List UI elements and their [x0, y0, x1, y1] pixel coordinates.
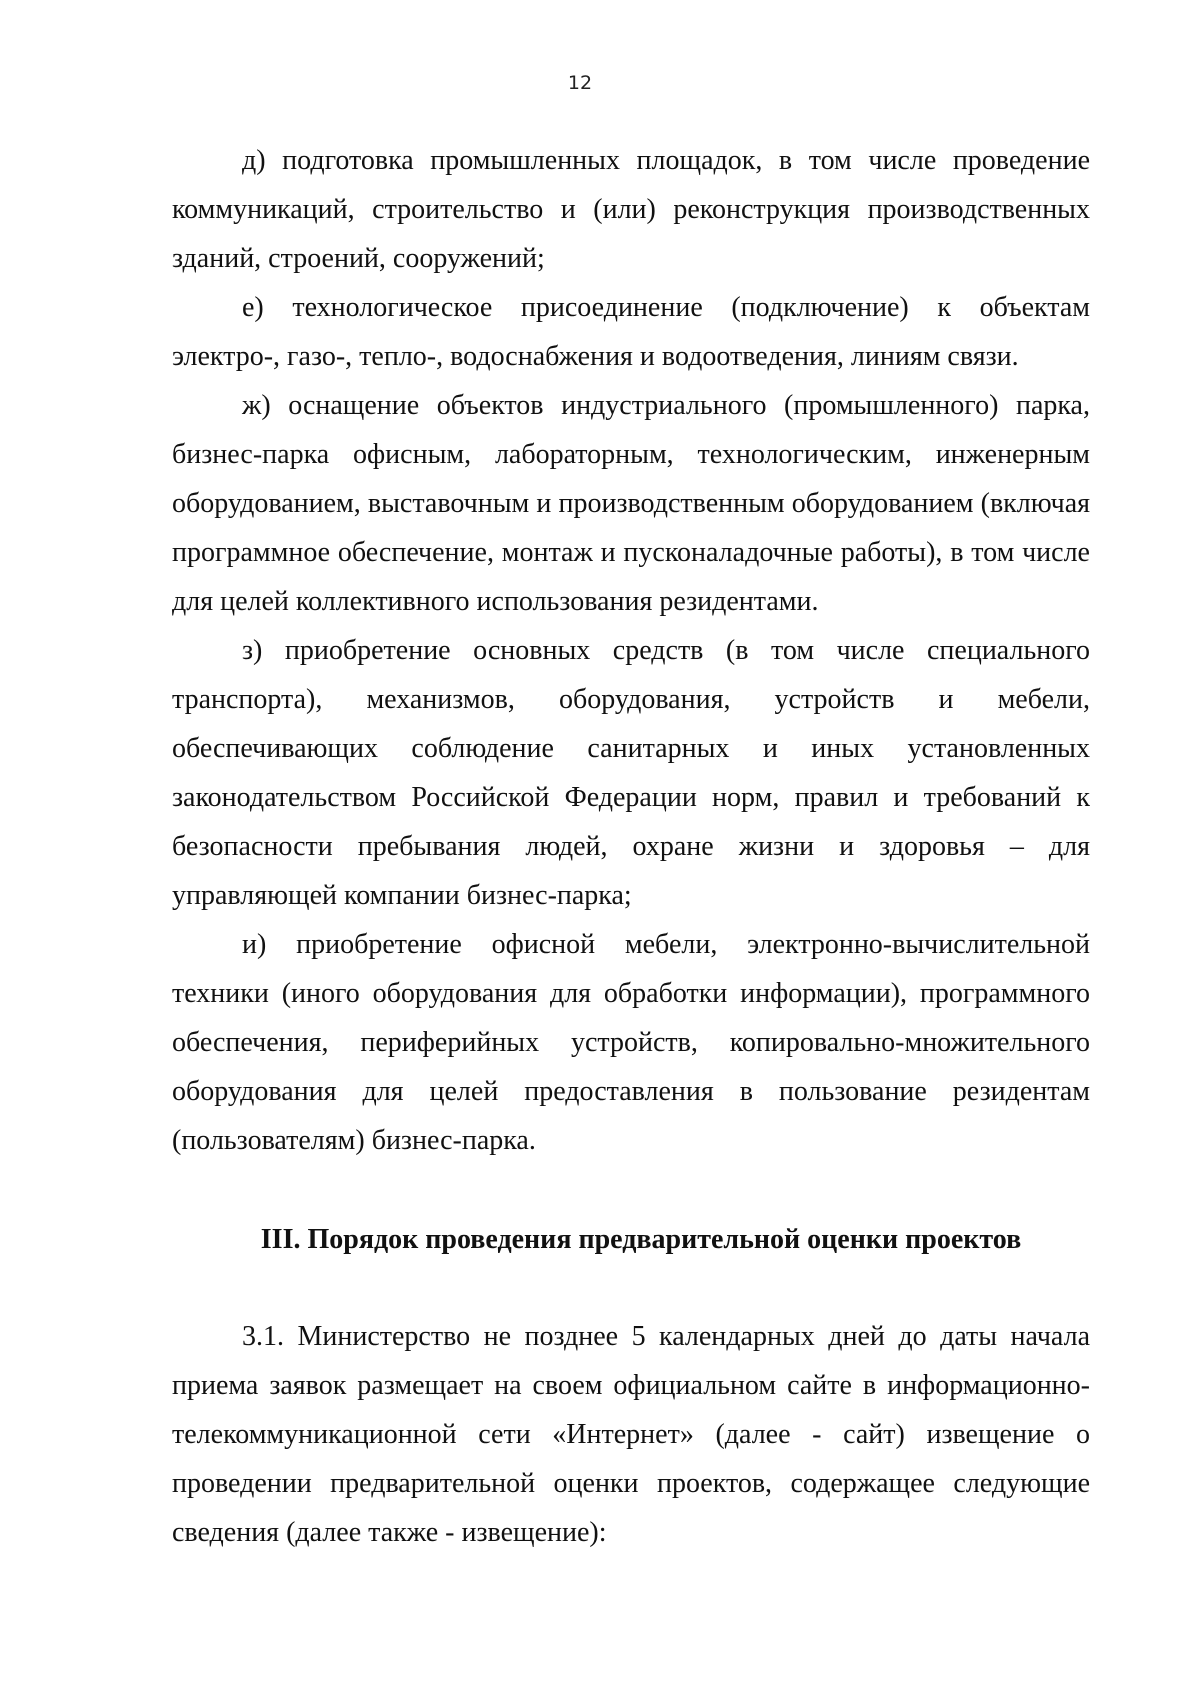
paragraph-d: д) подготовка промышленных площадок, в том числе проведение коммуникаций, строительство и (или) реконструкция производственных зданий, строений, сооружений;	[172, 145, 1090, 274]
paragraph-3-1: 3.1. Министерство не позднее 5 календарных дней до даты начала приема заявок размещает на своем официальном сайте в информационно-телекоммуникационной сети «Интернет» (далее - сайт) извещение о проведении предварительной оценки проектов, содержащее следующие сведения (далее также - извещение):	[172, 1321, 1090, 1548]
paragraph-zh: ж) оснащение объектов индустриального (промышленного) парка, бизнес-парка офисным, лабораторным, технологическим, инженерным оборудованием, выставочным и производственным оборудованием (включая программное обеспечение, монтаж и пусконаладочные работы), в том числе для целей коллективного использования резидентами.	[172, 390, 1090, 617]
page-number: 12	[567, 72, 593, 94]
paragraph-i: и) приобретение офисной мебели, электронно-вычислительной техники (иного оборудования для обработки информации), программного обеспечения, периферийных устройств, копировально-множительного оборудования для целей предоставления в пользование резидентам (пользователям) бизнес-парка.	[172, 929, 1090, 1156]
paragraph-e: е) технологическое присоединение (подключение) к объектам электро-, газо-, тепло-, водоснабжения и водоотведения, линиям связи.	[172, 292, 1090, 372]
document-body	[172, 136, 1090, 1557]
section-heading: III. Порядок проведения предварительной оценки проектов	[260, 1224, 1022, 1255]
paragraph-z: з) приобретение основных средств (в том числе специального транспорта), механизмов, оборудования, устройств и мебели, обеспечивающих соблюдение санитарных и иных установленных законодательством Российской Федерации норм, правил и требований к безопасности пребывания людей, охране жизни и здоровья – для управляющей компании бизнес-парка;	[172, 635, 1090, 911]
